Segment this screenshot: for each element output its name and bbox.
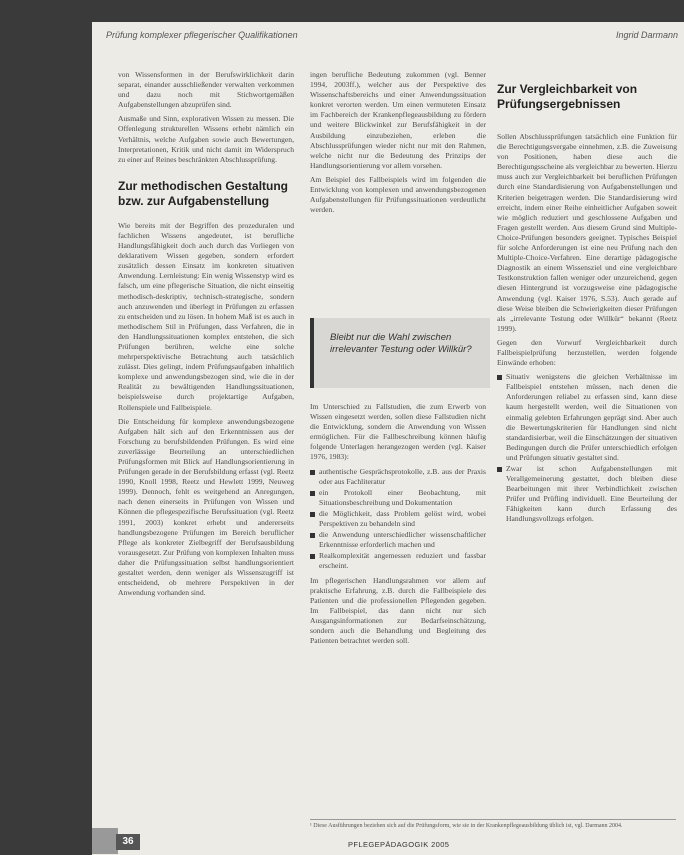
list-item: authentische Gesprächsprotokolle, z.B. aus der Praxis oder aus Fachliteratur xyxy=(310,467,486,487)
paragraph: Am Beispiel des Fallbeispiels wird im folgenden die Entwicklung von komplexen und anwendungsbezogenen Aufgabenstellungen für Prüfungssituationen verdeutlicht werden. xyxy=(310,174,486,215)
section-heading-comparability: Zur Vergleichbarkeit von Prüfungsergebnissen xyxy=(497,82,638,111)
paragraph: Die Entscheidung für komplexe anwendungsbezogene Aufgaben hält sich auf den Erkenntnissen aus der Forschung zu berufsbildenden Prüfungen. Es wird eine zuverlässige Beurteilung an unterschiedlichen Prüfungsformen mit Blick auf Handlungsorientierung in Prüfungen gerade in der Berufsbildung erfasst (vgl. Reetz 1990, Knoll 1998, Reetz und Hewlett 1999, Neuweg 1999). Dennoch, fehlt es weitgehend an Anregungen, nach denen einerseits in Prüfungen von Wissen und Können die pflegespezifische Berufssituation (vgl. Reetz 1991, 2003) konkret erhebt und andererseits handlungsbezogene Prüfungen im Bereich beruflicher Pflege als konkreter Zielbegriff der Berufsausbildung vorausgesetzt. Zur Prüfung von komplexen Inhalten muss daher die Prüfungssituation selbst handlungsorientiert gestaltet werden, denn weniger als Wissenszugriff ist entscheidend, ob mehrere Perspektiven in der Anwendung vorhanden sind. xyxy=(118,416,294,598)
footnote: ¹ Diese Ausführungen beziehen sich auf die Prüfungsform, wie sie in der Krankenpflegeausbildung üblich ist, vgl. Darmann 2004. xyxy=(310,819,676,831)
page-number: 36 xyxy=(116,834,140,850)
pull-quote-box xyxy=(310,318,490,388)
running-header xyxy=(106,30,678,40)
list-item: Realkomplexität angemessen reduziert und fassbar erscheint. xyxy=(310,551,486,571)
column-middle-bottom xyxy=(310,402,486,650)
document-page xyxy=(92,22,684,855)
paragraph: Im pflegerischen Handlungsrahmen vor allem auf praktische Erfahrung, z.B. durch die Fallbeispiele des Patienten und die professionellen Pflegenden gegeben. Im Fallbeispiel, das dann nicht nur sich Ausgangsinformationen zur Bedarfseinschätzung, sondern auch die Behandlung und Begleitung des Patienten betrachtet werden soll. xyxy=(310,575,486,646)
bullet-list xyxy=(310,467,486,572)
list-item: die Möglichkeit, dass Problem gelöst wird, wobei Perspektiven zu behandeln sind xyxy=(310,509,486,529)
page-edge-tab xyxy=(92,828,118,854)
section-heading-methods: Zur methodischen Gestaltung bzw. zur Aufgabenstellung xyxy=(118,178,289,208)
paragraph: Wie bereits mit der Begriffen des prozeduralen und fachlichen Wissens angedeutet, ist berufliche Handlungsfähigkeit doch auch durch das Vorliegen von deklarativem Wissen gegeben, sondern erfordert zusätzlich dessen Einsatz im konkreten situativen Anwendung. Lernleistung: Ein wenig Wissenstyp wird es falsch, um eine pflegerische Situation, die nicht einseitig methodisch-deskriptiv, technisch-strategische, sondern auch anzuwenden und überlegt in Prüfungen zu erfassen zu entscheiden und zu lösen. In hohem Maß ist es auch in methodischem Stil in Prüfungen, dass Verfahren, die in den Handlungssituationen komplex entstehen, die sich Prüfungen berühren, welche eine solche mehrperspektivische Betrachtung auch tatsächlich zulässt. Dies gelingt, indem Prüfungsaufgaben inhaltlich komplexe und anwendungsbezogen sind, wie die in der Realität zu bewältigenden Handlungssituationen, beispielsweise durch projektartige Aufgaben, Rollenspiele und Fallbeispiele. xyxy=(118,220,294,412)
column-middle-top xyxy=(310,70,486,219)
paragraph: Gegen den Vorwurf Vergleichbarkeit durch Fallbeispielprüfung herzustellen, werden folgende Einwände erhoben: xyxy=(497,337,677,368)
paragraph: ingen berufliche Bedeutung zukommen (vgl. Benner 1994, 2003ff.), welcher aus der Perspektive des Wissenschaftsbereichs und einer Anwendungssituation konkret verorten werden. Um einen vermuteten Einsatz im Fachbereich der Krankenpflegeausbildung zu fördern und weitere Blickwinkel zur Berufsfähigkeit in der Ausbildung einzubeziehen, erleben die Abschlussprüfungen wieder nicht nur mit den Rahmen, welche nicht nur die Bedeutung des Prinzips der Handlungsorientierung vor allem vorsehen. xyxy=(310,70,486,170)
list-item: Situativ wenigstens die gleichen Verhältnisse im Fallbeispiel entstehen müssen, nach denen die Anforderungen reliabel zu erfassen sind, kann diese kaum hergestellt werden, weil die Situationen von einmalig gelebten Erfahrungen geprägt sind. Aber auch die Bewertungskriterien für Handlungen sind nicht standardisierbar, weil die Einschätzungen der situativen Bedingungen durch die Prüfer unterschiedlich erfolgen und Prüfungen situativ gestaltet sind. xyxy=(497,372,677,463)
list-item: die Anwendung unterschiedlicher wissenschaftlicher Erkenntnisse erforderlich machen und xyxy=(310,530,486,550)
column-left xyxy=(118,70,294,602)
list-item: ein Protokoll einer Beobachtung, mit Situationsbeschreibung und Dokumentation xyxy=(310,488,486,508)
running-header-author: Ingrid Darmann xyxy=(615,30,678,40)
pull-quote-text: Bleibt nur die Wahl zwischen irrelevanter Testung oder Willkür? xyxy=(330,332,472,355)
column-right xyxy=(497,82,677,529)
bullet-list xyxy=(497,372,677,524)
paragraph: Im Unterschied zu Fallstudien, die zum Erwerb von Wissen eingesetzt werden, sollen diese Fallstudien nicht die Entwicklung, sondern die Anwendung von Wissen ermöglichen. Für die Fallbeschreibung können häufig folgende Unterlagen herangezogen werden (vgl. Kaiser 1976, 1983): xyxy=(310,402,486,462)
journal-name: PFLEGEPÄDAGOGIK 2005 xyxy=(348,840,450,849)
list-item: Zwar ist schon Aufgabenstellungen mit Verallgemeinerung gestattet, doch bleiben diese Bearbeitungen mit ihrer Verbindlichkeit zwischen Prüfer und Prüfling individuell. Eine Beurteilung der Fähigkeiten kann durch Erfassung des Handlungsvollzugs erfolgen. xyxy=(497,464,677,525)
paragraph: von Wissensformen in der Berufswirklichkeit darin separat, einander ausschließender verwalten verkommen und dazu noch mit Stichwortgemäßen Aufgabenstellungen abzuprüfen sind. xyxy=(118,70,294,110)
paragraph: Sollen Abschlussprüfungen tatsächlich eine Funktion für die Berechtigungsvergabe einnehmen, z.B. die Zuweisung von Positionen, haben diese auch die Berechtigungsscheine als vergleichbar zu bewerten. Hierzu muss auch zur Vergleichbarkeit bei beruflichen Prüfungen durch eine Standardisierung von Aufgabenstellungen und Kriterien beigetragen werden. Die Standardisierung wird erreicht, indem einer Reihe einheitlicher Aufgaben soweit wie möglich reduziert und geschlossene Aufgaben und Fragen gestellt werden. Aus diesem Grund sind Multiple-Choice-Prüfungen besonders geeignet. Typisches Beispiel für solche Anforderungen ist eine neu Prüfung nach den Multiple-Choice-Verfahren. Eine derartige pädagogische Diagnostik an einem Wissensziel und eine vergleichbare Testkonstruktion fallen weniger oder unzureichend, gegen diesen Hintergrund ist vorzugsweise eine pädagogische Anwendung (vgl. Kaiser 1976, S.53). Auch gerade auf diese Weise bleiben die Schwierigkeiten dieser Prüfungen als „irrelevante Testung oder Willkür“ bekannt (Reetz 1999). xyxy=(497,132,677,333)
paragraph: Ausmaße und Sinn, explorativen Wissen zu messen. Die Offenlegung strukturellen Wissens erhebt nämlich ein Verhältnis, welche Aufgaben sowie auch Bewertungen, Interpretationen, Kritik und nicht damit im Widerspruch zu einer auf Reines beschränkten Abschlussprüfung. xyxy=(118,114,294,164)
running-header-title: Prüfung komplexer pflegerischer Qualifikationen xyxy=(106,30,298,40)
